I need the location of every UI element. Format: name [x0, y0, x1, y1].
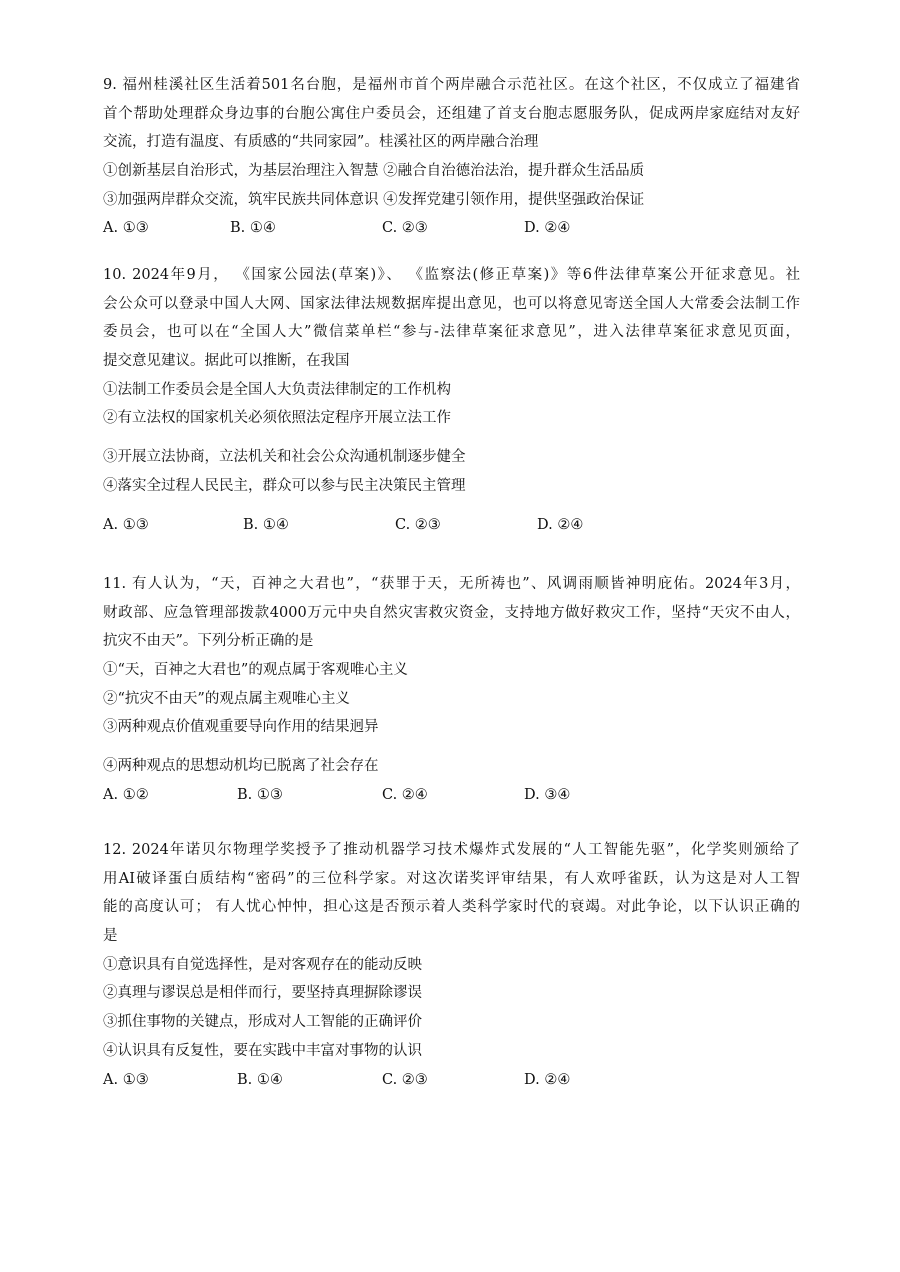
choice-c[interactable]: C. ②③	[382, 220, 428, 237]
choice-b[interactable]: B. ①③	[237, 786, 283, 803]
choice-a[interactable]: A. ①②	[103, 786, 149, 803]
question-10-option-4: ④落实全过程人民民主，群众可以参与民主决策民主管理	[103, 477, 466, 494]
question-10-option-3: ③开展立法协商，立法机关和社会公众沟通机制逐步健全	[103, 449, 466, 466]
question-9	[103, 71, 800, 243]
choice-d[interactable]: D. ②④	[524, 220, 571, 237]
question-12-option-2: ②真理与谬误总是相伴而行，要坚持真理摒除谬误	[103, 985, 422, 1002]
question-11-stem-line-1: 11. 有人认为，“天，百神之大君也”，“获罪于天，无所祷也”、风调雨顺皆神明庇佑。2024年3月，	[103, 576, 800, 592]
question-11-option-1: ①“天，百神之大君也”的观点属于客观唯心主义	[103, 662, 408, 679]
question-12	[103, 836, 800, 1094]
question-9-stem-line-2: 首个帮助处理群众身边事的台胞公寓住户委员会，还组建了首支台胞志愿服务队，促成两岸家庭结对友好	[103, 105, 800, 122]
question-11-choices	[103, 781, 800, 810]
question-11-stem-line-2: 财政部、应急管理部拨款4000万元中央自然灾害救灾资金，支持地方做好救灾工作，坚持“天灾不由人，	[103, 604, 800, 621]
question-12-stem-line-2: 用AI破译蛋白质结构“密码”的三位科学家。对这次诺奖评审结果，有人欢呼雀跃，认为这是对人工智	[103, 870, 800, 887]
question-9-option-row-1: ①创新基层自治形式，为基层治理注入智慧 ②融合自治德治法治，提升群众生活品质	[103, 163, 645, 180]
question-10-option-2: ②有立法权的国家机关必须依照法定程序开展立法工作	[103, 410, 451, 427]
choice-b[interactable]: B. ①④	[230, 220, 276, 237]
question-9-stem-line-1: 9. 福州桂溪社区生活着501名台胞，是福州市首个两岸融合示范社区。在这个社区，不仅成立了福建省	[103, 77, 800, 93]
choice-b[interactable]: B. ①④	[237, 1071, 283, 1088]
question-10-stem-line-2: 会公众可以登录中国人大网、国家法律法规数据库提出意见，也可以将意见寄送全国人大常委会法制工作	[103, 295, 800, 312]
question-10-stem-line-1: 10. 2024年9月， 《国家公园法(草案)》、 《监察法(修正草案)》等6件法律草案公开征求意见。社	[103, 267, 800, 283]
choice-a[interactable]: A. ①③	[103, 1071, 149, 1088]
question-12-stem-line-1: 12. 2024年诺贝尔物理学奖授予了推动机器学习技术爆炸式发展的“人工智能先驱”，化学奖则颁给了	[103, 842, 800, 858]
choice-c[interactable]: C. ②③	[382, 1071, 428, 1088]
choice-a[interactable]: A. ①③	[103, 516, 149, 533]
question-10-option-1: ①法制工作委员会是全国人大负责法律制定的工作机构	[103, 381, 451, 398]
choice-a[interactable]: A. ①③	[103, 220, 149, 237]
question-10-stem-line-4: 提交意见建议。据此可以推断，在我国	[103, 353, 350, 370]
question-11-option-3: ③两种观点价值观重要导向作用的结果迥异	[103, 719, 379, 736]
question-10-stem-line-3: 委员会，也可以在“全国人大”微信菜单栏“参与-法律草案征求意见”，进入法律草案征求意见页面，	[103, 324, 800, 341]
question-11-option-2: ②“抗灾不由天”的观点属主观唯心主义	[103, 690, 350, 707]
question-12-option-4: ④认识具有反复性，要在实践中丰富对事物的认识	[103, 1042, 422, 1059]
choice-c[interactable]: C. ②③	[395, 516, 441, 533]
question-9-choices	[103, 214, 800, 243]
question-12-stem-line-4: 是	[103, 928, 118, 945]
choice-c[interactable]: C. ②④	[382, 786, 428, 803]
question-12-option-1: ①意识具有自觉选择性，是对客观存在的能动反映	[103, 956, 422, 973]
question-11-option-4: ④两种观点的思想动机均已脱离了社会存在	[103, 758, 379, 775]
question-9-option-row-2: ③加强两岸群众交流，筑牢民族共同体意识 ④发挥党建引领作用，提供坚强政治保证	[103, 191, 645, 208]
question-10	[103, 261, 800, 539]
question-11-stem-line-3: 抗灾不由天”。下列分析正确的是	[103, 633, 314, 650]
choice-b[interactable]: B. ①④	[243, 516, 289, 533]
choice-d[interactable]: D. ②④	[524, 1071, 571, 1088]
choice-d[interactable]: D. ③④	[524, 786, 571, 803]
question-9-stem-line-3: 交流，打造有温度、有质感的“共同家园”。桂溪社区的两岸融合治理	[103, 134, 539, 151]
question-12-stem-line-3: 能的高度认可； 有人忧心忡忡，担心这是否预示着人类科学家时代的衰竭。对此争论，以下认识正确的	[103, 899, 800, 916]
choice-d[interactable]: D. ②④	[537, 516, 584, 533]
question-10-choices	[103, 511, 800, 540]
question-11	[103, 570, 800, 810]
question-12-option-3: ③抓住事物的关键点，形成对人工智能的正确评价	[103, 1014, 422, 1031]
question-12-choices	[103, 1066, 800, 1095]
